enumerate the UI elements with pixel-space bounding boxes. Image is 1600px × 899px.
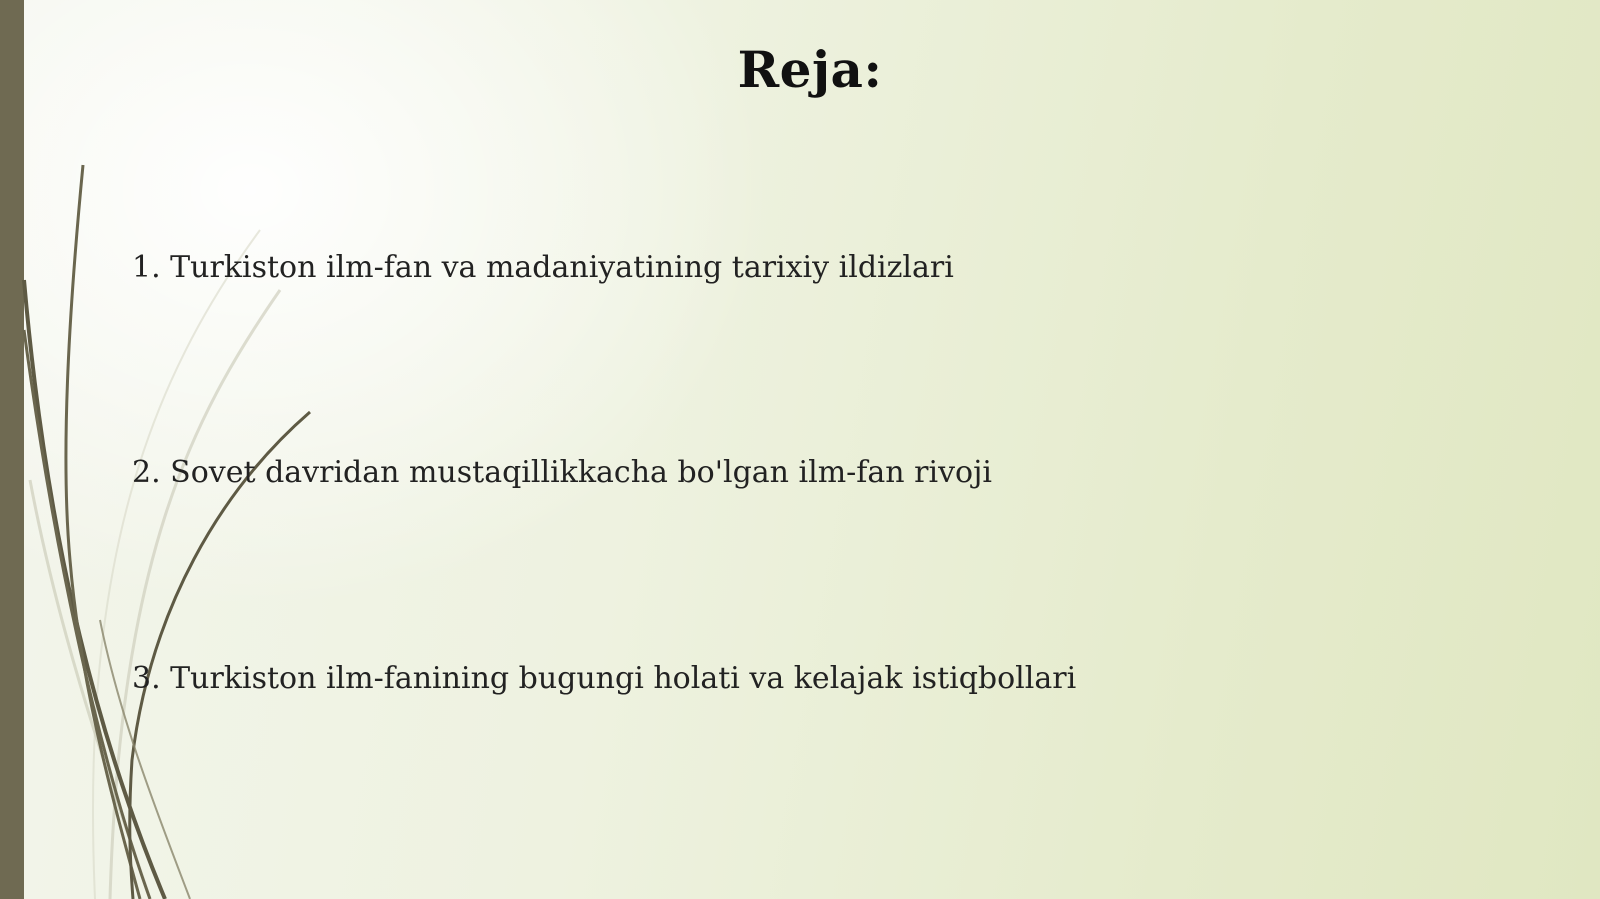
plan-item-3: 3. Turkiston ilm-fanining bugungi holati va kelajak istiqbollari xyxy=(132,661,1077,696)
plan-item-2: 2. Sovet davridan mustaqillikkacha bo'lgan ilm-fan rivoji xyxy=(132,455,992,490)
grass-decoration xyxy=(0,0,400,899)
slide-title: Reja: xyxy=(737,40,883,99)
plan-item-1: 1. Turkiston ilm-fan va madaniyatining tarixiy ildizlari xyxy=(132,250,954,285)
